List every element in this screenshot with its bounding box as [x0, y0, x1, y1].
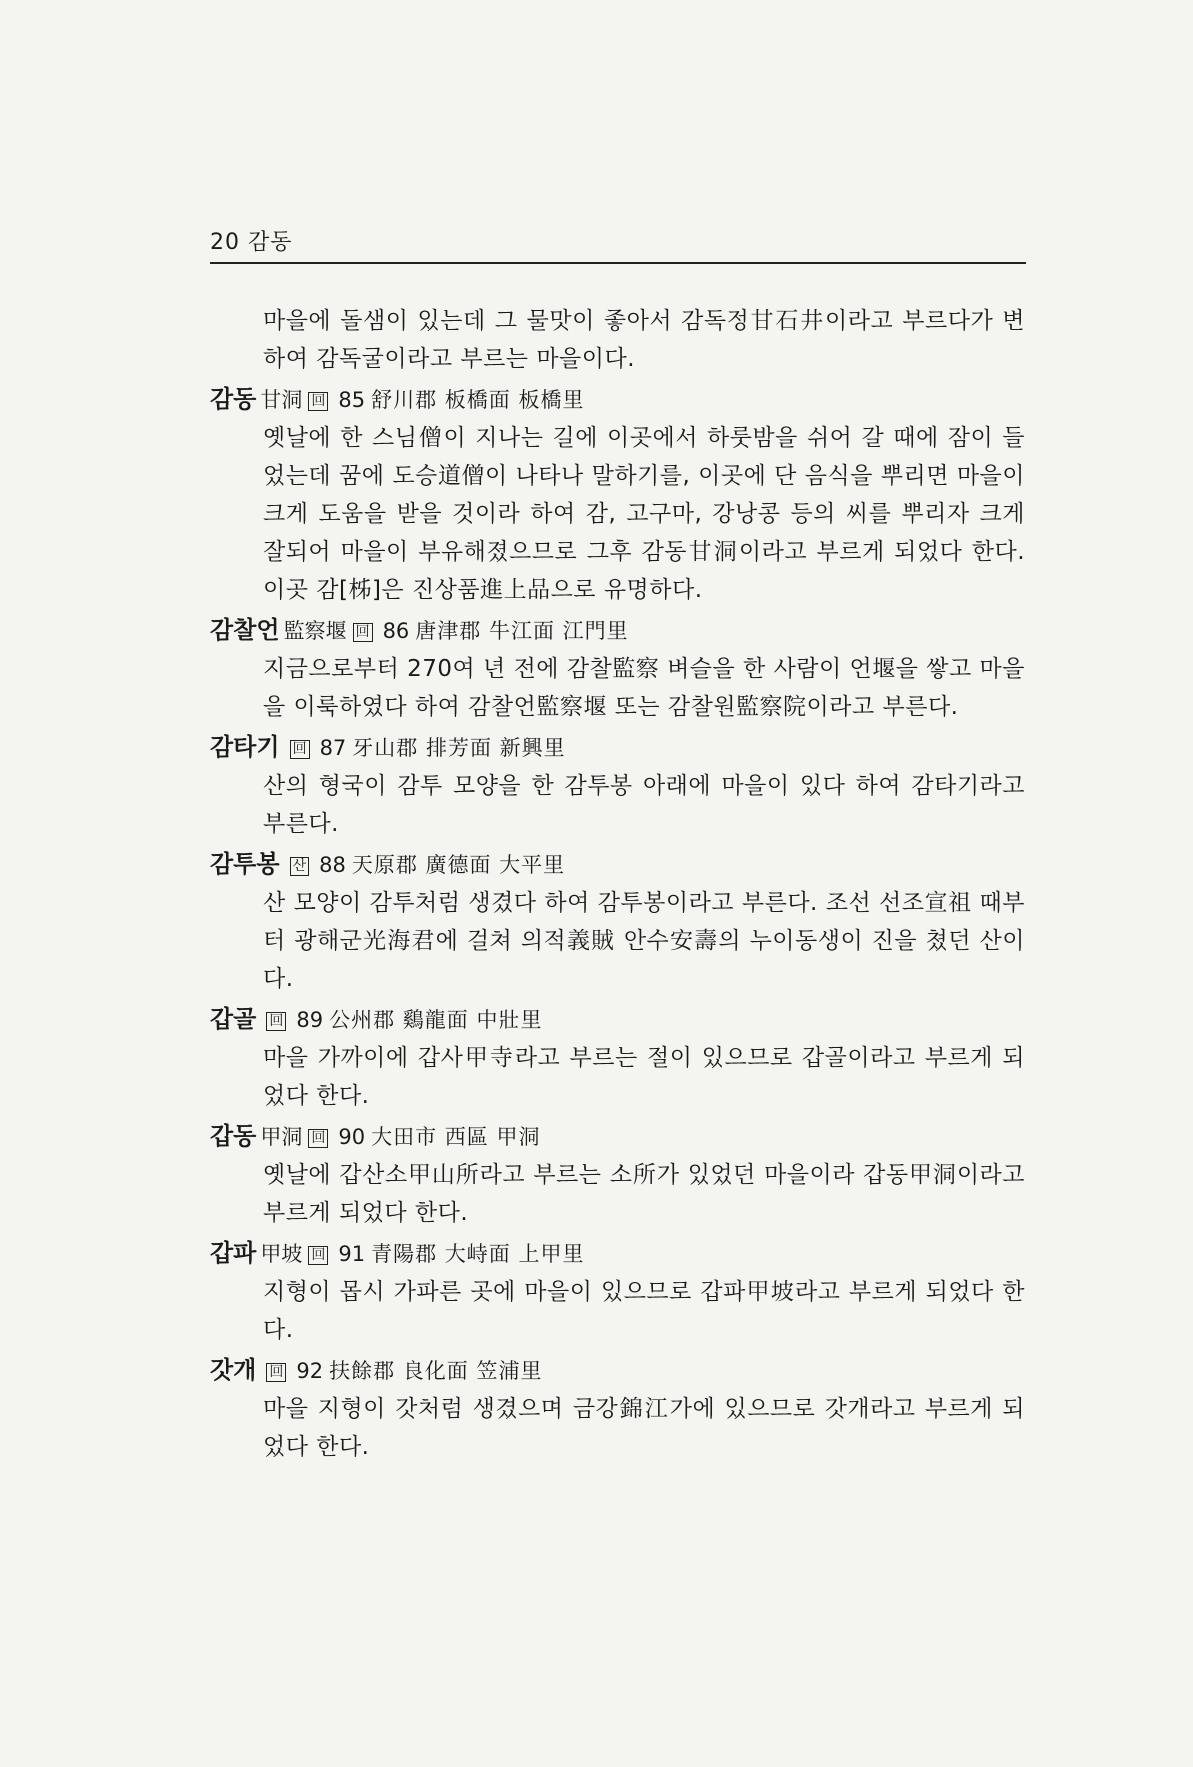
village-mark-icon: 回 — [353, 623, 373, 642]
entry-address: 青陽郡 大峙面 上甲里 — [371, 1242, 585, 1266]
entry-address: 扶餘郡 良化面 笠浦里 — [329, 1359, 543, 1383]
headword-hanja: 監察堰 — [283, 619, 347, 643]
entry-gamdong — [210, 380, 1030, 609]
entry-gappa — [210, 1234, 1030, 1349]
entry-body: 마을 지형이 갓처럼 생겼으며 금강錦江가에 있으므로 갓개라고 부르게 되었다 한다. — [263, 1396, 1025, 1460]
headword: 감투봉 — [210, 850, 280, 878]
entry-body: 산의 형국이 감투 모양을 한 감투봉 아래에 마을이 있다 하여 감타기라고 부른다. — [263, 773, 1025, 837]
headword: 갑동 — [210, 1122, 257, 1150]
entry-number: 89 — [296, 1008, 324, 1032]
village-mark-icon: 回 — [308, 1129, 328, 1148]
village-mark-icon: 回 — [308, 1246, 328, 1265]
entry-heading — [210, 1117, 1030, 1156]
entry-number: 87 — [319, 736, 347, 760]
headword-hanja: 甘洞 — [260, 388, 303, 412]
entry-address: 天原郡 廣德面 大平里 — [351, 853, 566, 877]
headword-hanja: 甲坡 — [260, 1242, 303, 1266]
entry-body: 마을 가까이에 갑사甲寺라고 부르는 절이 있으므로 갑골이라고 부르게 되었다 한다. — [263, 1045, 1025, 1109]
dictionary-content — [210, 302, 1030, 1468]
entry-body: 지형이 몹시 가파른 곳에 마을이 있으므로 갑파甲坡라고 부르게 되었다 한다. — [263, 1279, 1025, 1343]
entry-gapgol — [210, 1000, 1030, 1115]
entry-heading — [210, 1351, 1030, 1390]
entry-gapdong — [210, 1117, 1030, 1232]
entry-body: 옛날에 한 스님僧이 지나는 길에 이곳에서 하룻밤을 쉬어 갈 때에 잠이 들었는데 꿈에 도승道僧이 나타나 말하기를, 이곳에 단 음식을 뿌리면 마을이 크게 도움을 받을 것이라 하여 감, 고구마, 강낭콩 등의 씨를 뿌리자 크게 잘되어 마을이 부유해졌으므로 그후 감동甘洞이라고 부르게 되었다 한다. 이곳 감[柹]은 진상품進上品으로 유명하다. — [263, 425, 1025, 603]
entry-gamtagi — [210, 728, 1030, 843]
village-mark-icon: 回 — [308, 392, 328, 411]
village-mark-icon: 回 — [266, 1012, 286, 1031]
entry-gamtubong — [210, 845, 1030, 998]
header-rule — [210, 262, 1026, 264]
entry-heading — [210, 611, 1030, 650]
entry-address: 公州郡 鷄龍面 中壯里 — [329, 1008, 543, 1032]
headword: 감타기 — [210, 733, 280, 761]
mountain-mark-icon: 산 — [290, 857, 310, 876]
entry-heading — [210, 728, 1030, 767]
entry-address: 唐津郡 牛江面 江門里 — [415, 619, 629, 643]
continuation-paragraph: 마을에 돌샘이 있는데 그 물맛이 좋아서 감독정甘石井이라고 부르다가 변하여 감독굴이라고 부르는 마을이다. — [263, 308, 1025, 372]
entry-heading — [210, 380, 1030, 419]
headword: 감찰언 — [210, 616, 280, 644]
village-mark-icon: 回 — [290, 740, 310, 759]
entry-number: 90 — [338, 1125, 366, 1149]
entry-heading — [210, 1234, 1030, 1273]
entry-number: 85 — [338, 388, 366, 412]
entry-number: 86 — [382, 619, 410, 643]
headword: 갑골 — [210, 1005, 257, 1033]
entry-number: 88 — [319, 853, 346, 877]
village-mark-icon: 回 — [266, 1363, 286, 1382]
entry-heading — [210, 845, 1030, 884]
entry-heading — [210, 1000, 1030, 1039]
entry-gamchaleon — [210, 611, 1030, 726]
headword: 감동 — [210, 385, 257, 413]
entry-number: 91 — [338, 1242, 366, 1266]
entry-address: 舒川郡 板橋面 板橋里 — [371, 388, 585, 412]
entry-body: 지금으로부터 270여 년 전에 감찰監察 벼슬을 한 사람이 언堰을 쌓고 마을을 이룩하였다 하여 감찰언監察堰 또는 감찰원監察院이라고 부른다. — [263, 656, 1025, 720]
entry-gatgae — [210, 1351, 1030, 1466]
entry-body: 산 모양이 감투처럼 생겼다 하여 감투봉이라고 부른다. 조선 선조宣祖 때부터 광해군光海君에 걸쳐 의적義賊 안수安壽의 누이동생이 진을 쳤던 산이다. — [263, 890, 1025, 992]
headword-hanja: 甲洞 — [260, 1125, 303, 1149]
headword: 갑파 — [210, 1239, 257, 1267]
entry-number: 92 — [296, 1359, 324, 1383]
headword: 갓개 — [210, 1356, 257, 1384]
page-header: 20 감동 — [210, 230, 293, 255]
entry-body: 옛날에 갑산소甲山所라고 부르는 소所가 있었던 마을이라 갑동甲洞이라고 부르게 되었다 한다. — [263, 1162, 1025, 1226]
entry-address: 大田市 西區 甲洞 — [371, 1125, 541, 1149]
entry-address: 牙山郡 排芳面 新興里 — [352, 736, 566, 760]
